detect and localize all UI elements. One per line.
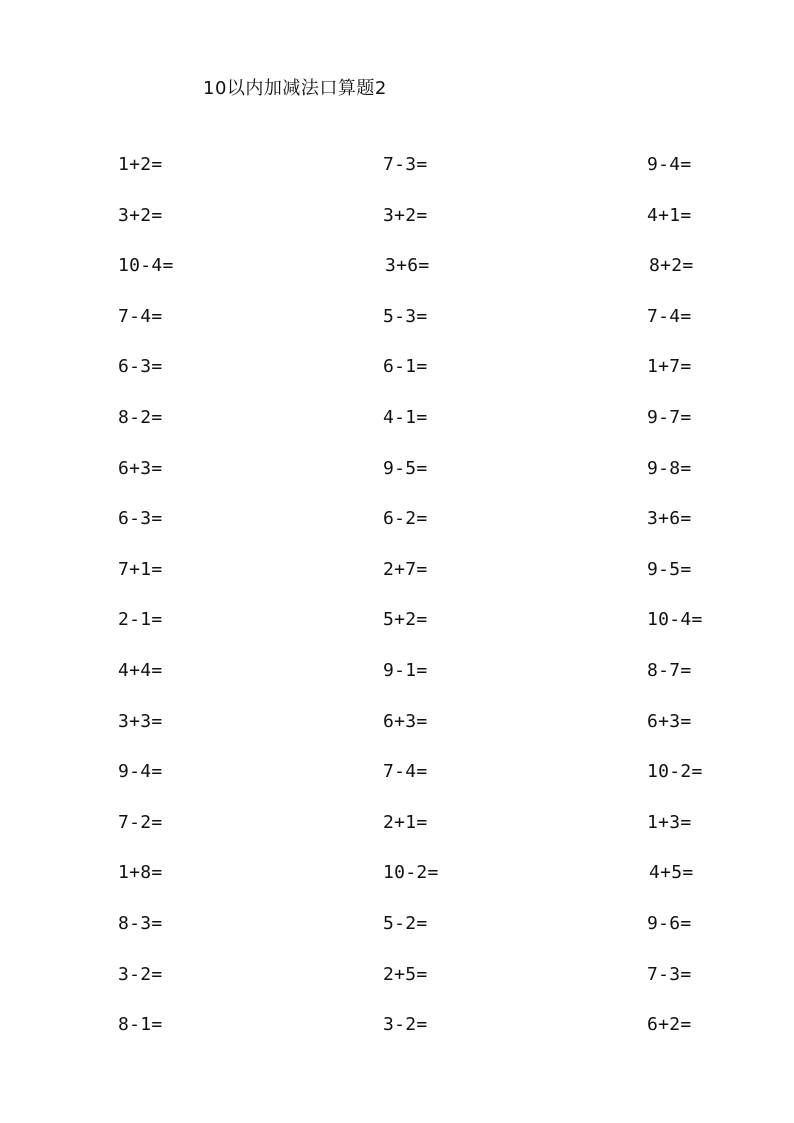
problem-item: 9-6=	[647, 912, 692, 934]
problem-item: 5+2=	[383, 609, 428, 631]
problem-row	[0, 608, 794, 659]
problem-item: 4+4=	[118, 659, 163, 681]
problem-item: 3+6=	[647, 508, 692, 530]
problem-row	[0, 204, 794, 255]
problem-row	[0, 912, 794, 963]
problem-row	[0, 507, 794, 558]
problem-item: 10-2=	[647, 761, 703, 783]
problem-item: 2+1=	[383, 811, 428, 833]
problem-item: 9-7=	[647, 406, 692, 428]
problem-item: 4+5=	[649, 862, 694, 884]
problem-item: 3-2=	[118, 963, 163, 985]
problem-item: 3-2=	[383, 1014, 428, 1036]
problem-grid	[0, 153, 794, 1064]
problem-row	[0, 355, 794, 406]
problem-item: 6+3=	[118, 457, 163, 479]
problem-item: 7-3=	[647, 963, 692, 985]
problem-item: 9-4=	[118, 761, 163, 783]
problem-item: 6-3=	[118, 356, 163, 378]
problem-row	[0, 861, 794, 912]
problem-item: 6+3=	[383, 710, 428, 732]
problem-item: 4+1=	[647, 204, 692, 226]
problem-item: 9-4=	[647, 154, 692, 175]
problem-item: 8-2=	[118, 406, 163, 428]
problem-item: 5-2=	[383, 912, 428, 934]
problem-row	[0, 811, 794, 862]
problem-item: 6+2=	[647, 1014, 692, 1036]
problem-item: 2+7=	[383, 558, 428, 580]
problem-row	[0, 1013, 794, 1064]
problem-item: 6+3=	[647, 710, 692, 732]
problem-item: 1+8=	[118, 862, 163, 884]
problem-item: 9-5=	[647, 558, 692, 580]
problem-item: 1+3=	[647, 811, 692, 833]
problem-item: 7-4=	[383, 761, 428, 783]
problem-row	[0, 760, 794, 811]
problem-item: 9-1=	[383, 659, 428, 681]
problem-item: 7-4=	[647, 305, 692, 327]
problem-item: 8-7=	[647, 659, 692, 681]
problem-item: 6-1=	[383, 356, 428, 378]
problem-item: 5-3=	[383, 305, 428, 327]
problem-item: 8+2=	[649, 255, 694, 277]
problem-item: 8-3=	[118, 912, 163, 934]
problem-item: 10-2=	[383, 862, 439, 884]
problem-item: 3+6=	[385, 255, 430, 277]
problem-item: 2+5=	[383, 963, 428, 985]
problem-item: 10-4=	[647, 609, 703, 631]
problem-item: 4-1=	[383, 406, 428, 428]
problem-item: 8-1=	[118, 1014, 163, 1036]
problem-item: 3+3=	[118, 710, 163, 732]
problem-item: 9-5=	[383, 457, 428, 479]
problem-item: 3+2=	[383, 204, 428, 226]
problem-item: 2-1=	[118, 609, 163, 631]
problem-row	[0, 305, 794, 356]
problem-item: 3+2=	[118, 204, 163, 226]
problem-item: 7-3=	[383, 154, 428, 175]
problem-item: 6-2=	[383, 508, 428, 530]
page-title: 10以内加减法口算题2	[203, 78, 387, 99]
problem-row	[0, 659, 794, 710]
problem-row	[0, 153, 794, 204]
problem-item: 1+7=	[647, 356, 692, 378]
problem-item: 1+2=	[118, 154, 163, 175]
problem-item: 7-4=	[118, 305, 163, 327]
problem-row	[0, 254, 794, 305]
problem-item: 6-3=	[118, 508, 163, 530]
problem-row	[0, 406, 794, 457]
problem-item: 10-4=	[118, 255, 174, 277]
problem-item: 9-8=	[647, 457, 692, 479]
problem-row	[0, 963, 794, 1014]
problem-row	[0, 710, 794, 761]
problem-row	[0, 558, 794, 609]
problem-row	[0, 457, 794, 508]
problem-item: 7-2=	[118, 811, 163, 833]
problem-item: 7+1=	[118, 558, 163, 580]
